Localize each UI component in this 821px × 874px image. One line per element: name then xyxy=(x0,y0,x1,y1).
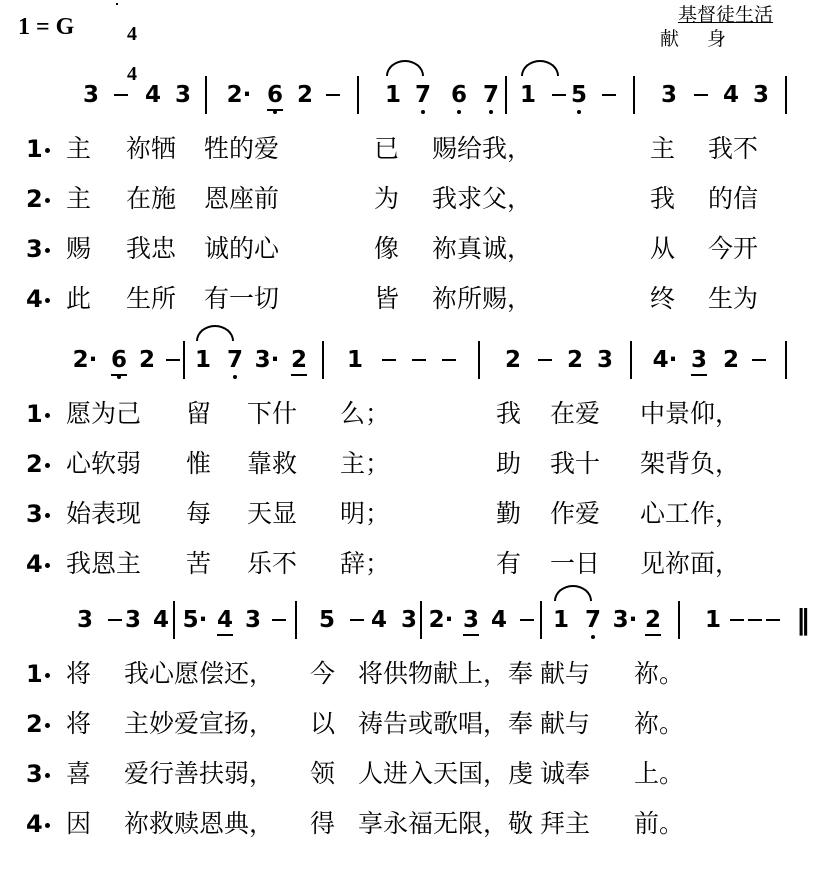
hold-dash xyxy=(382,359,396,361)
verse-number xyxy=(26,807,50,841)
note: 1 xyxy=(194,347,211,373)
lyric-word: 皆 xyxy=(374,284,400,313)
hold-dash xyxy=(766,619,780,621)
lyric-line xyxy=(0,132,821,166)
lyric-word: 主； xyxy=(340,449,391,478)
bar-line xyxy=(322,341,324,379)
note: 2 xyxy=(286,343,312,377)
verse-number xyxy=(26,282,50,316)
verse-number xyxy=(26,447,50,481)
lyric-word: 下什 xyxy=(247,399,298,428)
bar-line xyxy=(205,76,207,114)
lyric-word: 爱行善扶弱， xyxy=(124,759,275,788)
note: 7 xyxy=(410,78,436,112)
verse-number-text: 3 xyxy=(26,500,43,528)
bar-line xyxy=(540,601,542,639)
note: 3 xyxy=(400,607,417,633)
bar-line xyxy=(295,601,297,639)
lyric-word: 始表现 xyxy=(66,499,142,528)
note: 3 xyxy=(244,607,261,633)
verse-number-text: 4 xyxy=(26,550,43,578)
lyric-word: 乐不 xyxy=(247,549,298,578)
note: 2· xyxy=(226,82,252,108)
bar-line xyxy=(678,601,680,639)
note: 3 xyxy=(596,347,613,373)
lyric-line xyxy=(0,757,821,791)
note: 3 xyxy=(458,603,484,637)
lyric-word: 勤 xyxy=(496,499,522,528)
verse-number-text: 4 xyxy=(26,810,43,838)
verse-number xyxy=(26,547,50,581)
note: 4 xyxy=(370,607,387,633)
bar-line xyxy=(785,76,787,114)
note: 6 xyxy=(262,78,288,112)
note: 7 xyxy=(580,603,606,637)
lyric-word: 主 xyxy=(66,134,92,163)
notation-line xyxy=(0,603,821,637)
lyric-word: 为 xyxy=(374,184,400,213)
lyric-word: 喜 xyxy=(66,759,92,788)
verse-number-text: 2 xyxy=(26,710,43,738)
lyric-word: 将供物献上，奉 xyxy=(358,659,534,688)
note: 3 xyxy=(82,82,99,108)
note: 2· xyxy=(428,607,454,633)
verse-number xyxy=(26,232,50,266)
note: 4 xyxy=(722,82,739,108)
time-signature xyxy=(116,4,138,84)
lyric-word: 献与 xyxy=(540,709,591,738)
lyric-word: 在爱 xyxy=(550,399,601,428)
lyric-word: 前。 xyxy=(634,809,685,838)
lyric-word: 惟 xyxy=(186,449,212,478)
verse-number-text: 2 xyxy=(26,185,43,213)
lyric-word: 助 xyxy=(496,449,522,478)
lyric-word: 作爱 xyxy=(550,499,601,528)
lyric-line xyxy=(0,547,821,581)
lyric-word: 得 xyxy=(310,809,336,838)
verse-number-text: 1 xyxy=(26,660,43,688)
note: 2 xyxy=(566,347,583,373)
hold-dash xyxy=(272,619,286,621)
note: 1 xyxy=(519,82,536,108)
verse-number-text: 2 xyxy=(26,450,43,478)
lyric-word: 有 xyxy=(496,549,522,578)
note: 2 xyxy=(296,82,313,108)
lyric-line xyxy=(0,497,821,531)
lyric-word: 我 xyxy=(496,399,522,428)
lyric-line xyxy=(0,397,821,431)
lyric-line xyxy=(0,182,821,216)
hold-dash xyxy=(752,359,766,361)
hold-dash xyxy=(520,619,534,621)
hold-dash xyxy=(166,359,180,361)
time-signature-top: 4 xyxy=(127,23,137,45)
note: 3 xyxy=(124,607,141,633)
bar-line xyxy=(633,76,635,114)
lyric-word: 愿为己 xyxy=(66,399,142,428)
verse-number-text: 1 xyxy=(26,400,43,428)
lyric-word: 我不 xyxy=(708,134,759,163)
lyric-word: 赐给我， xyxy=(432,134,533,163)
note: 6 xyxy=(106,343,132,377)
lyric-word: 我 xyxy=(650,184,676,213)
lyric-word: 么； xyxy=(340,399,391,428)
lyric-word: 人进入天国，虔 xyxy=(358,759,534,788)
hold-dash xyxy=(552,94,566,96)
note: 3 xyxy=(660,82,677,108)
bar-line xyxy=(420,601,422,639)
lyric-word: 我忠 xyxy=(126,234,177,263)
note: 3 xyxy=(76,607,93,633)
note: 1 xyxy=(704,607,721,633)
bar-line xyxy=(785,341,787,379)
lyric-line xyxy=(0,657,821,691)
time-signature-bottom: 4 xyxy=(127,63,137,85)
lyric-line xyxy=(0,447,821,481)
lyric-word: 主 xyxy=(66,184,92,213)
slur xyxy=(554,585,592,601)
note: 7 xyxy=(222,343,248,377)
hold-dash xyxy=(412,359,426,361)
note: 4 xyxy=(490,607,507,633)
note: 4 xyxy=(152,607,169,633)
lyric-word: 祢所赐， xyxy=(432,284,533,313)
bar-line xyxy=(357,76,359,114)
note: 2 xyxy=(504,347,521,373)
slur xyxy=(386,60,424,76)
lyric-word: 生所 xyxy=(126,284,177,313)
lyric-word: 今 xyxy=(310,659,336,688)
note: 5 xyxy=(318,607,335,633)
verse-number xyxy=(26,497,50,531)
lyric-word: 拜主 xyxy=(540,809,591,838)
hold-dash xyxy=(602,94,616,96)
slur xyxy=(521,60,559,76)
note: 2 xyxy=(722,347,739,373)
bar-line xyxy=(478,341,480,379)
bar-line xyxy=(183,341,185,379)
note: 4· xyxy=(652,347,678,373)
lyric-word: 架背负， xyxy=(640,449,741,478)
lyric-word: 已 xyxy=(374,134,400,163)
hold-dash xyxy=(114,94,128,96)
note: 1 xyxy=(346,347,363,373)
lyric-word: 有一切 xyxy=(204,284,280,313)
lyric-word: 见祢面， xyxy=(640,549,741,578)
note: 2· xyxy=(72,347,98,373)
lyric-word: 中景仰， xyxy=(640,399,741,428)
credit-title: 献身 xyxy=(660,28,755,50)
final-bar-line: ‖ xyxy=(796,603,810,636)
lyric-line xyxy=(0,282,821,316)
lyric-word: 辞； xyxy=(340,549,391,578)
bar-line xyxy=(173,601,175,639)
lyric-word: 的信 xyxy=(708,184,759,213)
hold-dash xyxy=(538,359,552,361)
verse-number-text: 4 xyxy=(26,285,43,313)
lyric-word: 靠救 xyxy=(247,449,298,478)
lyric-word: 在施 xyxy=(126,184,177,213)
lyric-word: 从 xyxy=(650,234,676,263)
note: 3· xyxy=(254,347,280,373)
note: 3 xyxy=(174,82,191,108)
note: 3 xyxy=(686,343,712,377)
lyric-word: 上。 xyxy=(634,759,685,788)
lyric-word: 将 xyxy=(66,659,92,688)
key-signature: 1 = G xyxy=(18,14,75,40)
lyric-word: 以 xyxy=(310,709,336,738)
note: 2 xyxy=(138,347,155,373)
lyric-line xyxy=(0,707,821,741)
note: 3· xyxy=(612,607,638,633)
lyric-line xyxy=(0,807,821,841)
notation-line xyxy=(0,78,821,112)
note: 2 xyxy=(640,603,666,637)
hold-dash xyxy=(748,619,762,621)
lyric-word: 心软弱 xyxy=(66,449,142,478)
note: 1 xyxy=(384,82,401,108)
lyric-word: 天显 xyxy=(247,499,298,528)
lyric-line xyxy=(0,232,821,266)
lyric-word: 诚奉 xyxy=(540,759,591,788)
lyric-word: 主妙爱宣扬， xyxy=(124,709,275,738)
lyric-word: 祢救赎恩典， xyxy=(124,809,275,838)
lyric-word: 我十 xyxy=(550,449,601,478)
lyric-word: 祢真诚， xyxy=(432,234,533,263)
verse-number-text: 1 xyxy=(26,135,43,163)
note: 4 xyxy=(144,82,161,108)
verse-number-text: 3 xyxy=(26,235,43,263)
lyric-word: 此 xyxy=(66,284,92,313)
lyric-word: 恩座前 xyxy=(204,184,280,213)
lyric-word: 诚的心 xyxy=(204,234,280,263)
note: 7 xyxy=(478,78,504,112)
note: 3 xyxy=(752,82,769,108)
slur xyxy=(196,325,234,341)
lyric-word: 祢。 xyxy=(634,709,685,738)
lyric-word: 苦 xyxy=(186,549,212,578)
lyric-word: 心工作， xyxy=(640,499,741,528)
note: 5 xyxy=(566,78,592,112)
lyric-word: 我恩主 xyxy=(66,549,142,578)
lyric-word: 像 xyxy=(374,234,400,263)
note: 6 xyxy=(446,78,472,112)
note: 5· xyxy=(182,607,208,633)
verse-number xyxy=(26,707,50,741)
lyric-word: 终 xyxy=(650,284,676,313)
lyric-word: 我心愿偿还， xyxy=(124,659,275,688)
verse-number xyxy=(26,182,50,216)
lyric-word: 每 xyxy=(186,499,212,528)
lyric-word: 祷告或歌唱，奉 xyxy=(358,709,534,738)
verse-number xyxy=(26,132,50,166)
hold-dash xyxy=(442,359,456,361)
lyric-word: 一日 xyxy=(550,549,601,578)
bar-line xyxy=(630,341,632,379)
bar-line xyxy=(505,76,507,114)
note: 1 xyxy=(552,607,569,633)
lyric-word: 献与 xyxy=(540,659,591,688)
lyric-word: 生为 xyxy=(708,284,759,313)
lyric-word: 祢。 xyxy=(634,659,685,688)
lyric-word: 赐 xyxy=(66,234,92,263)
hold-dash xyxy=(350,619,364,621)
lyric-word: 享永福无限，敬 xyxy=(358,809,534,838)
verse-number xyxy=(26,657,50,691)
verse-number xyxy=(26,757,50,791)
note: 4 xyxy=(212,603,238,637)
lyric-word: 明； xyxy=(340,499,391,528)
lyric-word: 因 xyxy=(66,809,92,838)
lyric-word: 我求父， xyxy=(432,184,533,213)
lyric-word: 留 xyxy=(186,399,212,428)
lyric-word: 祢牺 xyxy=(126,134,177,163)
verse-number-text: 3 xyxy=(26,760,43,788)
hold-dash xyxy=(694,94,708,96)
lyric-word: 今开 xyxy=(708,234,759,263)
lyric-word: 将 xyxy=(66,709,92,738)
verse-number xyxy=(26,397,50,431)
notation-line xyxy=(0,343,821,377)
lyric-word: 牲的爱 xyxy=(204,134,280,163)
hold-dash xyxy=(730,619,744,621)
lyric-word: 领 xyxy=(310,759,336,788)
credit-category: 基督徒生活 xyxy=(677,4,773,26)
hold-dash xyxy=(326,94,340,96)
lyric-word: 主 xyxy=(650,134,676,163)
